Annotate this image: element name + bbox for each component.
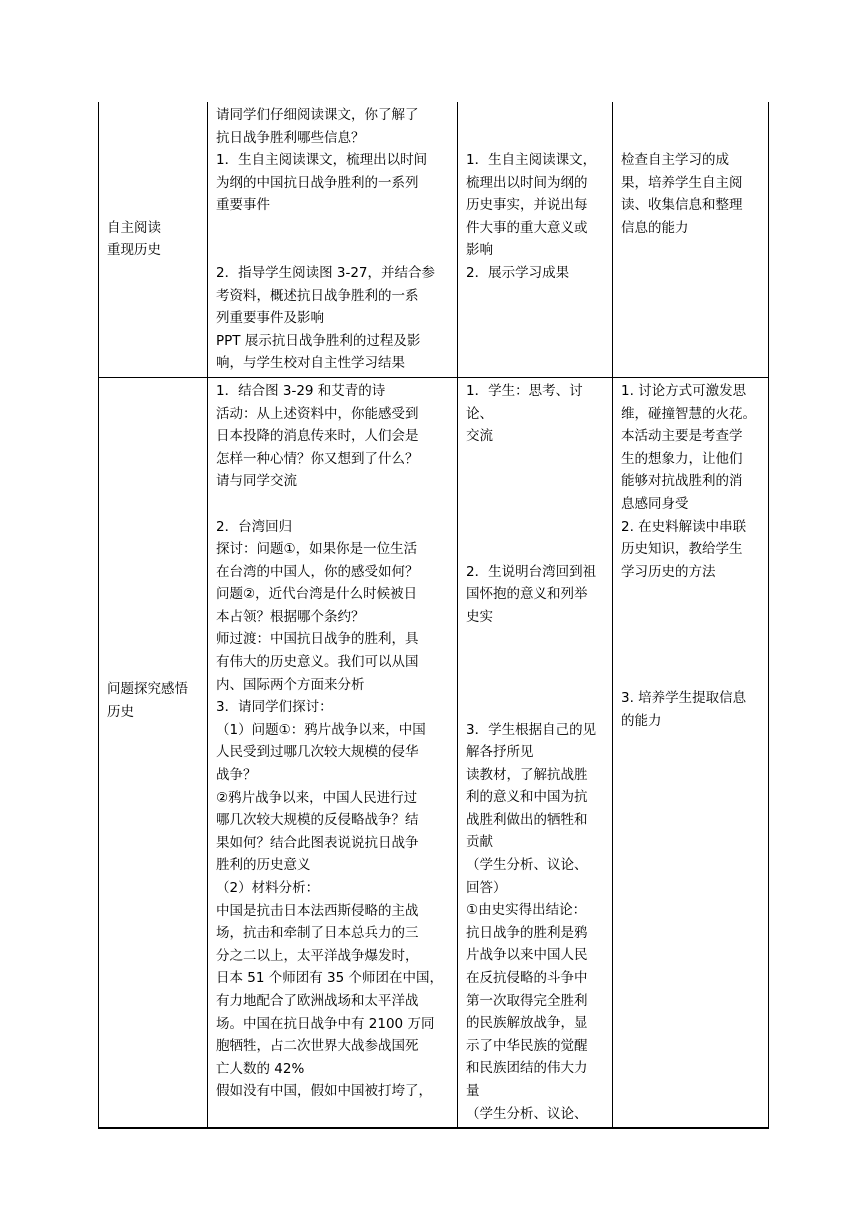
text-line: （2）材料分析： [216, 880, 320, 896]
design-intent-cell [613, 102, 769, 377]
text-line: 2．指导学生阅读图 3-27，并结合参 [216, 264, 436, 281]
text-line: 分之二以上，太平洋战争爆发时， [216, 947, 419, 964]
text-line: 量 [466, 1083, 480, 1099]
text-line: 学习历史的方法 [621, 563, 716, 580]
text-line: 读教材，了解抗战胜 [466, 766, 588, 783]
text-line: 回答） [466, 879, 507, 896]
text-line: 利的意义和中国为抗 [466, 789, 588, 806]
text-line: 列重要事件及影响 [216, 310, 324, 327]
text-line: 内、国际两个方面来分析 [216, 676, 365, 693]
table-row [99, 377, 769, 1128]
text-line: 战胜利做出的牺牲和 [466, 811, 588, 828]
text-line: 影响 [466, 242, 493, 259]
text-line: 战争？ [216, 767, 257, 784]
table-row [99, 102, 769, 377]
text-line: 抗日战争胜利哪些信息？ [216, 129, 365, 146]
text-line: 场，抗击和牵制了日本总兵力的三 [216, 925, 419, 942]
text-line: 维，碰撞智慧的火花。 [621, 405, 756, 422]
text-line: 史实 [466, 608, 493, 625]
text-line: 1．生自主阅读课文， [466, 152, 597, 168]
text-line: 请与同学交流 [216, 473, 297, 490]
text-line: 的能力 [621, 712, 662, 729]
text-line: 交流 [466, 428, 493, 445]
text-line: （学生分析、议论、 [466, 857, 588, 874]
text-line: 读、收集信息和整理 [621, 197, 743, 214]
text-line: 哪几次较大规模的反侵略战争？结 [216, 812, 419, 829]
text-line: 考资料，概述抗日战争胜利的一系 [216, 287, 419, 304]
text-line: 片战争以来中国人民 [466, 947, 588, 964]
text-line: 梳理出以时间为纲的 [466, 174, 588, 191]
text-line: 1. 讨论方式可激发思 [621, 382, 747, 399]
text-line: （学生分析、议论、 [466, 1105, 588, 1122]
text-line: 问题②，近代台湾是什么时候被日 [216, 586, 418, 603]
text-line: 的民族解放战争，显 [466, 1015, 588, 1032]
text-line: 解各抒所见 [466, 744, 534, 761]
text-line: 贡献 [466, 834, 493, 851]
text-line: 胜利的历史意义 [216, 857, 311, 874]
teacher-activity-cell [208, 377, 458, 1128]
text-line: PPT 展示抗日战争胜利的过程及影 [216, 332, 421, 349]
text-line: 3．学生根据自己的见 [466, 721, 597, 738]
text-line: 探讨：问题①，如果你是一位生活 [216, 541, 418, 558]
text-line: 胞牺牲，占二次世界大战参战国死 [216, 1038, 419, 1055]
stage-line: 历史 [107, 703, 134, 720]
text-line: 件大事的重大意义或 [466, 219, 588, 236]
text-line: 2．展示学习成果 [466, 264, 570, 281]
text-line: 历史事实，并说出每 [466, 197, 588, 214]
stage-line: 问题探究感悟 [107, 680, 188, 697]
text-line: 人民受到过哪几次较大规模的侵华 [216, 744, 419, 761]
text-line: 日本 51 个师团有 35 个师团在中国， [216, 970, 444, 987]
text-line: 为纲的中国抗日战争胜利的一系列 [216, 174, 419, 191]
text-line: 3. 培养学生提取信息 [621, 690, 747, 707]
text-line: 中国是抗击日本法西斯侵略的主战 [216, 902, 419, 919]
text-line: 息感同身受 [621, 495, 689, 512]
text-line: 示了中华民族的觉醒 [466, 1037, 588, 1054]
text-line: 本活动主要是考查学 [621, 428, 743, 445]
stage-cell [99, 102, 208, 377]
stage-cell [99, 377, 208, 1128]
text-line: 2．台湾回归 [216, 518, 293, 535]
text-line: 场。中国在抗日战争中有 2100 万同 [216, 1015, 435, 1032]
text-line: 果如何？结合此图表说说抗日战争 [216, 834, 419, 851]
text-line: 假如没有中国，假如中国被打垮了， [216, 1083, 432, 1100]
text-line: 重要事件 [216, 197, 270, 214]
text-line: 活动：从上述资料中，你能感受到 [216, 405, 419, 422]
text-line: 在台湾的中国人，你的感受如何？ [216, 563, 419, 580]
text-line: 有伟大的历史意义。我们可以从国 [216, 654, 419, 671]
text-line: 怎样一种心情？你又想到了什么？ [216, 450, 419, 467]
design-intent-cell [613, 377, 769, 1128]
text-line: 信息的能力 [621, 219, 689, 236]
text-line: 2. 在史料解读中串联 [621, 518, 747, 535]
text-line: 师过渡：中国抗日战争的胜利，具 [216, 631, 419, 648]
text-line: 历史知识，教给学生 [621, 541, 743, 558]
text-line: 生的想象力，让他们 [621, 450, 743, 467]
text-line: 在反抗侵略的斗争中 [466, 970, 588, 987]
text-line: 果，培养学生自主阅 [621, 174, 743, 191]
student-activity-cell [458, 102, 613, 377]
text-line: 第一次取得完全胜利 [466, 992, 588, 1009]
text-line: ①由史实得出结论： [466, 902, 587, 919]
stage-line: 重现历史 [107, 242, 161, 259]
text-line: 检查自主学习的成 [621, 152, 729, 168]
text-line: 日本投降的消息传来时，人们会是 [216, 428, 419, 445]
text-line: （1）问题①：鸦片战争以来，中国 [216, 721, 426, 738]
lesson-plan-table [98, 102, 769, 1129]
text-line: 本占领？根据哪个条约？ [216, 608, 365, 625]
student-activity-cell [458, 377, 613, 1128]
text-line: 能够对抗战胜利的消 [621, 473, 743, 490]
text-line: 亡人数的 42% [216, 1060, 305, 1077]
text-line: ②鸦片战争以来，中国人民进行过 [216, 789, 418, 806]
text-line: 抗日战争的胜利是鸦 [466, 924, 588, 941]
text-line: 有力地配合了欧洲战场和太平洋战 [216, 992, 419, 1009]
text-line: 和民族团结的伟大力 [466, 1060, 588, 1077]
text-line: 国怀抱的意义和列举 [466, 586, 588, 603]
stage-line: 自主阅读 [107, 219, 161, 236]
text-line: 1．结合图 3-29 和艾青的诗 [216, 382, 386, 399]
text-line: 2．生说明台湾回到祖 [466, 563, 597, 580]
teacher-activity-cell [208, 102, 458, 377]
text-line: 1．学生：思考、讨论、 [466, 382, 583, 422]
text-line: 1．生自主阅读课文，梳理出以时间 [216, 152, 428, 169]
text-line: 3．请同学们探讨： [216, 699, 333, 716]
text-line: 请同学们仔细阅读课文，你了解了 [216, 107, 419, 123]
text-line: 响，与学生校对自主性学习结果 [216, 355, 405, 372]
